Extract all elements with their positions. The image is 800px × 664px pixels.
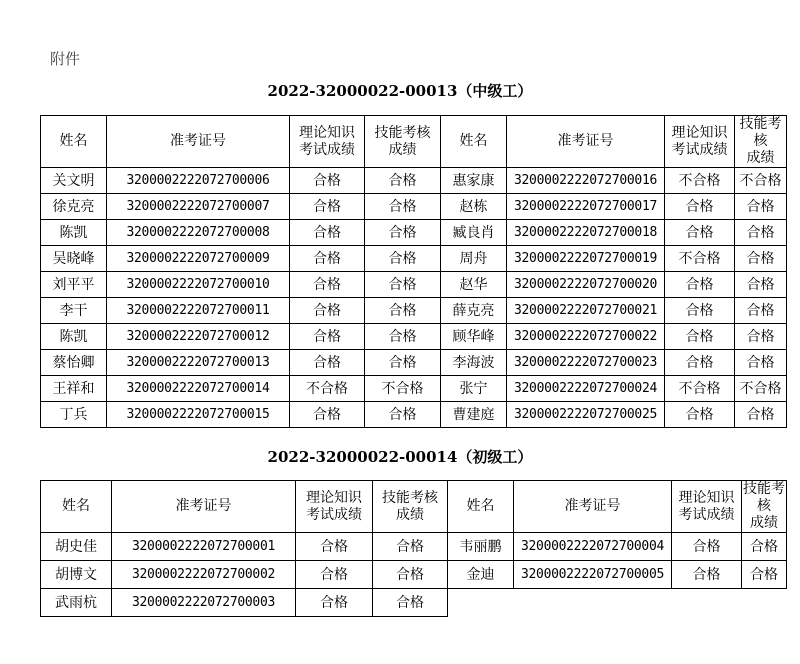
name-cell: 关文明	[41, 168, 107, 194]
skill-result-cell: 合格	[365, 324, 441, 350]
junior-results-table	[40, 480, 787, 617]
name-cell: 丁兵	[41, 402, 107, 428]
skill-result-cell: 合格	[373, 561, 448, 589]
theory-result-cell: 不合格	[665, 376, 735, 402]
theory-result-cell: 合格	[290, 168, 365, 194]
theory-result-cell: 合格	[290, 350, 365, 376]
name-cell: 金迪	[448, 561, 514, 589]
name-cell: 曹建庭	[441, 402, 507, 428]
theory-result-cell: 合格	[290, 298, 365, 324]
name-cell: 张宁	[441, 376, 507, 402]
exam-id-cell: 3200002222072700003	[112, 589, 296, 617]
name-cell: 惠家康	[441, 168, 507, 194]
name-cell: 臧良肖	[441, 220, 507, 246]
header-theory-right	[672, 481, 742, 533]
header-id-left: 准考证号	[107, 116, 290, 168]
theory-result-cell: 合格	[290, 272, 365, 298]
exam-id-cell: 3200002222072700025	[507, 402, 665, 428]
skill-result-cell: 合格	[735, 220, 787, 246]
header-name-right: 姓名	[448, 481, 514, 533]
theory-result-cell: 不合格	[290, 376, 365, 402]
skill-result-cell: 不合格	[735, 168, 787, 194]
skill-result-cell: 合格	[365, 194, 441, 220]
empty-cell	[672, 589, 742, 617]
exam-id-cell: 3200002222072700010	[107, 272, 290, 298]
exam-id-cell: 3200002222072700024	[507, 376, 665, 402]
empty-cell	[514, 589, 672, 617]
header-theory-right	[665, 116, 735, 168]
header-skill-line: 成绩	[388, 141, 417, 158]
header-theory-line: 考试成绩	[678, 506, 735, 523]
theory-result-cell: 不合格	[665, 246, 735, 272]
name-cell: 顾华峰	[441, 324, 507, 350]
theory-result-cell: 合格	[672, 533, 742, 561]
table-row	[41, 324, 787, 350]
header-skill-line: 技能考核	[374, 124, 431, 141]
exam-id-cell: 3200002222072700009	[107, 246, 290, 272]
header-skill-line: 成绩	[396, 506, 424, 523]
table1-title: 2022-32000022-00013（中级工）	[267, 82, 533, 100]
name-cell: 李干	[41, 298, 107, 324]
exam-id-cell: 3200002222072700013	[107, 350, 290, 376]
skill-result-cell: 合格	[735, 298, 787, 324]
empty-cell	[448, 589, 514, 617]
skill-result-cell: 合格	[365, 220, 441, 246]
table-row	[41, 589, 787, 617]
skill-result-cell: 不合格	[735, 376, 787, 402]
name-cell: 王祥和	[41, 376, 107, 402]
name-cell: 吴晓峰	[41, 246, 107, 272]
header-theory-left	[290, 116, 365, 168]
name-cell: 刘平平	[41, 272, 107, 298]
name-cell: 蔡怡卿	[41, 350, 107, 376]
name-cell: 胡博文	[41, 561, 112, 589]
exam-id-cell: 3200002222072700007	[107, 194, 290, 220]
theory-result-cell: 合格	[665, 194, 735, 220]
exam-id-cell: 3200002222072700005	[514, 561, 672, 589]
header-id-right: 准考证号	[507, 116, 665, 168]
header-name-left: 姓名	[41, 116, 107, 168]
exam-id-cell: 3200002222072700023	[507, 350, 665, 376]
attachment-label: 附件	[50, 50, 81, 68]
name-cell: 陈凯	[41, 220, 107, 246]
skill-result-cell: 合格	[742, 533, 787, 561]
header-skill-line: 技能考核	[382, 489, 438, 506]
header-skill-left	[365, 116, 441, 168]
name-cell: 赵栋	[441, 194, 507, 220]
header-skill-left	[373, 481, 448, 533]
exam-id-cell: 3200002222072700004	[514, 533, 672, 561]
table-row	[41, 272, 787, 298]
skill-result-cell: 合格	[365, 246, 441, 272]
table-row	[41, 220, 787, 246]
header-skill-right	[735, 116, 787, 168]
theory-result-cell: 合格	[290, 324, 365, 350]
header-theory-line: 考试成绩	[306, 506, 362, 523]
empty-cell	[742, 589, 787, 617]
exam-id-cell: 3200002222072700019	[507, 246, 665, 272]
name-cell: 武雨杭	[41, 589, 112, 617]
header-theory-line: 理论知识	[671, 124, 728, 141]
skill-result-cell: 合格	[735, 350, 787, 376]
header-skill-line: 技能考核	[739, 116, 782, 149]
name-cell: 薛克亮	[441, 298, 507, 324]
exam-id-cell: 3200002222072700016	[507, 168, 665, 194]
name-cell: 陈凯	[41, 324, 107, 350]
exam-id-cell: 3200002222072700001	[112, 533, 296, 561]
exam-id-cell: 3200002222072700021	[507, 298, 665, 324]
table-row	[41, 376, 787, 402]
theory-result-cell: 合格	[290, 246, 365, 272]
header-theory-left	[296, 481, 373, 533]
theory-result-cell: 合格	[290, 220, 365, 246]
theory-result-cell: 合格	[296, 589, 373, 617]
header-name-left: 姓名	[41, 481, 112, 533]
table-row	[41, 402, 787, 428]
exam-id-cell: 3200002222072700011	[107, 298, 290, 324]
skill-result-cell: 合格	[735, 324, 787, 350]
exam-id-cell: 3200002222072700002	[112, 561, 296, 589]
skill-result-cell: 合格	[365, 298, 441, 324]
table2-title: 2022-32000022-00014（初级工）	[267, 448, 533, 466]
table-row	[41, 350, 787, 376]
skill-result-cell: 合格	[373, 533, 448, 561]
header-skill-line: 成绩	[750, 515, 778, 531]
table-row	[41, 246, 787, 272]
skill-result-cell: 合格	[365, 168, 441, 194]
header-theory-line: 考试成绩	[299, 141, 355, 158]
table-row	[41, 298, 787, 324]
header-row	[41, 481, 787, 533]
header-theory-line: 考试成绩	[671, 141, 728, 158]
name-cell: 韦丽鹏	[448, 533, 514, 561]
theory-result-cell: 合格	[290, 402, 365, 428]
name-cell: 徐克亮	[41, 194, 107, 220]
skill-result-cell: 合格	[735, 194, 787, 220]
header-id-right: 准考证号	[514, 481, 672, 533]
header-name-right: 姓名	[441, 116, 507, 168]
exam-id-cell: 3200002222072700014	[107, 376, 290, 402]
skill-result-cell: 合格	[365, 272, 441, 298]
theory-result-cell: 不合格	[665, 168, 735, 194]
table-row	[41, 194, 787, 220]
header-row	[41, 116, 787, 168]
header-theory-line: 理论知识	[299, 124, 355, 141]
skill-result-cell: 不合格	[365, 376, 441, 402]
skill-result-cell: 合格	[365, 402, 441, 428]
exam-id-cell: 3200002222072700015	[107, 402, 290, 428]
exam-id-cell: 3200002222072700018	[507, 220, 665, 246]
theory-result-cell: 合格	[290, 194, 365, 220]
skill-result-cell: 合格	[365, 350, 441, 376]
theory-result-cell: 合格	[296, 533, 373, 561]
exam-id-cell: 3200002222072700022	[507, 324, 665, 350]
exam-id-cell: 3200002222072700017	[507, 194, 665, 220]
name-cell: 胡史佳	[41, 533, 112, 561]
exam-id-cell: 3200002222072700012	[107, 324, 290, 350]
header-id-left: 准考证号	[112, 481, 296, 533]
theory-result-cell: 合格	[665, 298, 735, 324]
theory-result-cell: 合格	[672, 561, 742, 589]
theory-result-cell: 合格	[665, 350, 735, 376]
header-skill-line: 成绩	[746, 150, 775, 166]
theory-result-cell: 合格	[665, 324, 735, 350]
header-skill-line: 技能考核	[743, 481, 785, 514]
name-cell: 赵华	[441, 272, 507, 298]
skill-result-cell: 合格	[735, 272, 787, 298]
skill-result-cell: 合格	[735, 402, 787, 428]
skill-result-cell: 合格	[742, 561, 787, 589]
theory-result-cell: 合格	[665, 272, 735, 298]
header-skill-right	[742, 481, 787, 533]
table-row	[41, 533, 787, 561]
name-cell: 周舟	[441, 246, 507, 272]
table-row	[41, 168, 787, 194]
intermediate-results-table	[40, 115, 787, 428]
theory-result-cell: 合格	[296, 561, 373, 589]
skill-result-cell: 合格	[373, 589, 448, 617]
table-row	[41, 561, 787, 589]
header-theory-line: 理论知识	[678, 489, 735, 506]
header-theory-line: 理论知识	[306, 489, 362, 506]
theory-result-cell: 合格	[665, 220, 735, 246]
exam-id-cell: 3200002222072700008	[107, 220, 290, 246]
exam-id-cell: 3200002222072700006	[107, 168, 290, 194]
name-cell: 李海波	[441, 350, 507, 376]
exam-id-cell: 3200002222072700020	[507, 272, 665, 298]
theory-result-cell: 合格	[665, 402, 735, 428]
skill-result-cell: 合格	[735, 246, 787, 272]
